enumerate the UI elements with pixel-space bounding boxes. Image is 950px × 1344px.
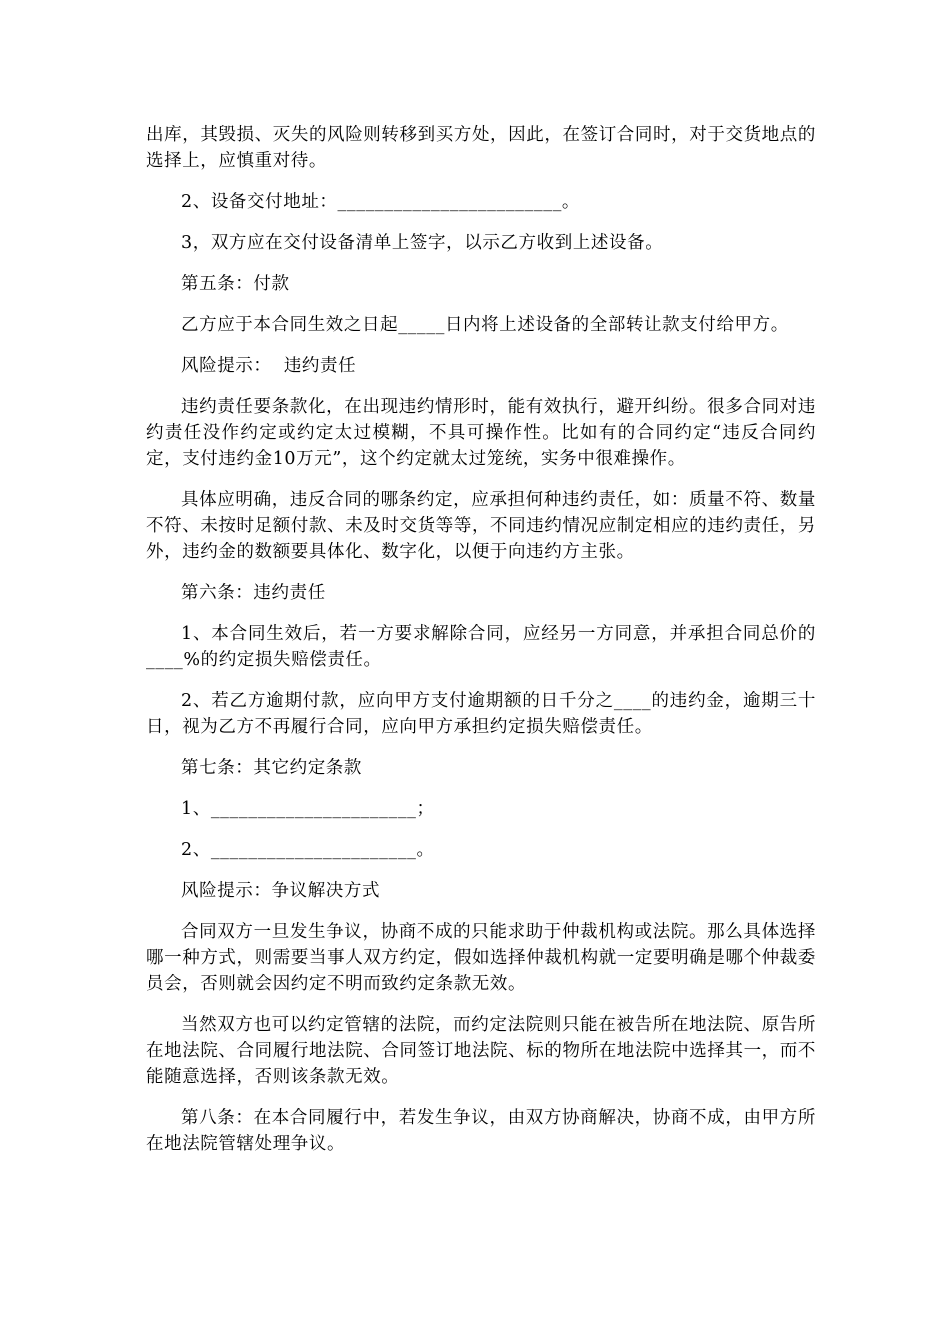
paragraph: 风险提示： 违约责任 xyxy=(181,356,357,376)
paragraph: 3，双方应在交付设备清单上签字，以示乙方收到上述设备。 xyxy=(181,233,664,253)
paragraph: 违约责任要条款化，在出现违约情形时，能有效执行，避开纠纷。很多合同对违约责任没作约定或约定太过模糊，不具可操作性。比如有的合同约定“违反合同约定，支付违约金10万元”，这个约定就太过笼统，实务中很难操作。 xyxy=(146,397,816,469)
paragraph: 乙方应于本合同生效之日起_____日内将上述设备的全部转让款支付给甲方。 xyxy=(181,315,789,335)
paragraph: 1、本合同生效后，若一方要求解除合同，应经另一方同意，并承担合同总价的____%的约定损失赔偿责任。 xyxy=(146,624,816,670)
paragraph: 第六条：违约责任 xyxy=(181,583,326,603)
paragraph: 具体应明确，违反合同的哪条约定，应承担何种违约责任，如：质量不符、数量不符、未按时足额付款、未及时交货等等，不同违约情况应制定相应的违约责任，另外，违约金的数额要具体化、数字化，以便于向违约方主张。 xyxy=(146,490,816,562)
paragraph: 2、设备交付地址：________________________。 xyxy=(181,192,581,212)
paragraph: 第八条：在本合同履行中，若发生争议，由双方协商解决，协商不成，由甲方所在地法院管辖处理争议。 xyxy=(146,1108,816,1154)
paragraph: 第五条：付款 xyxy=(181,274,290,294)
paragraph: 风险提示：争议解决方式 xyxy=(181,881,381,901)
paragraph: 合同双方一旦发生争议，协商不成的只能求助于仲裁机构或法院。那么具体选择哪一种方式，则需要当事人双方约定，假如选择仲裁机构就一定要明确是哪个仲裁委员会，否则就会因约定不明而致约定条款无效。 xyxy=(146,922,816,994)
paragraph: 1、______________________； xyxy=(181,799,435,819)
paragraph: 2、______________________。 xyxy=(181,840,435,860)
paragraph: 2、若乙方逾期付款，应向甲方支付逾期额的日千分之____的违约金，逾期三十日，视为乙方不再履行合同，应向甲方承担约定损失赔偿责任。 xyxy=(146,691,816,737)
document-body xyxy=(146,122,816,1157)
paragraph: 当然双方也可以约定管辖的法院，而约定法院则只能在被告所在地法院、原告所在地法院、合同履行地法院、合同签订地法院、标的物所在地法院中选择其一，而不能随意选择，否则该条款无效。 xyxy=(146,1015,816,1087)
paragraph: 出库，其毁损、灭失的风险则转移到买方处，因此，在签订合同时，对于交货地点的选择上，应慎重对待。 xyxy=(146,125,816,171)
paragraph: 第七条：其它约定条款 xyxy=(181,758,362,778)
